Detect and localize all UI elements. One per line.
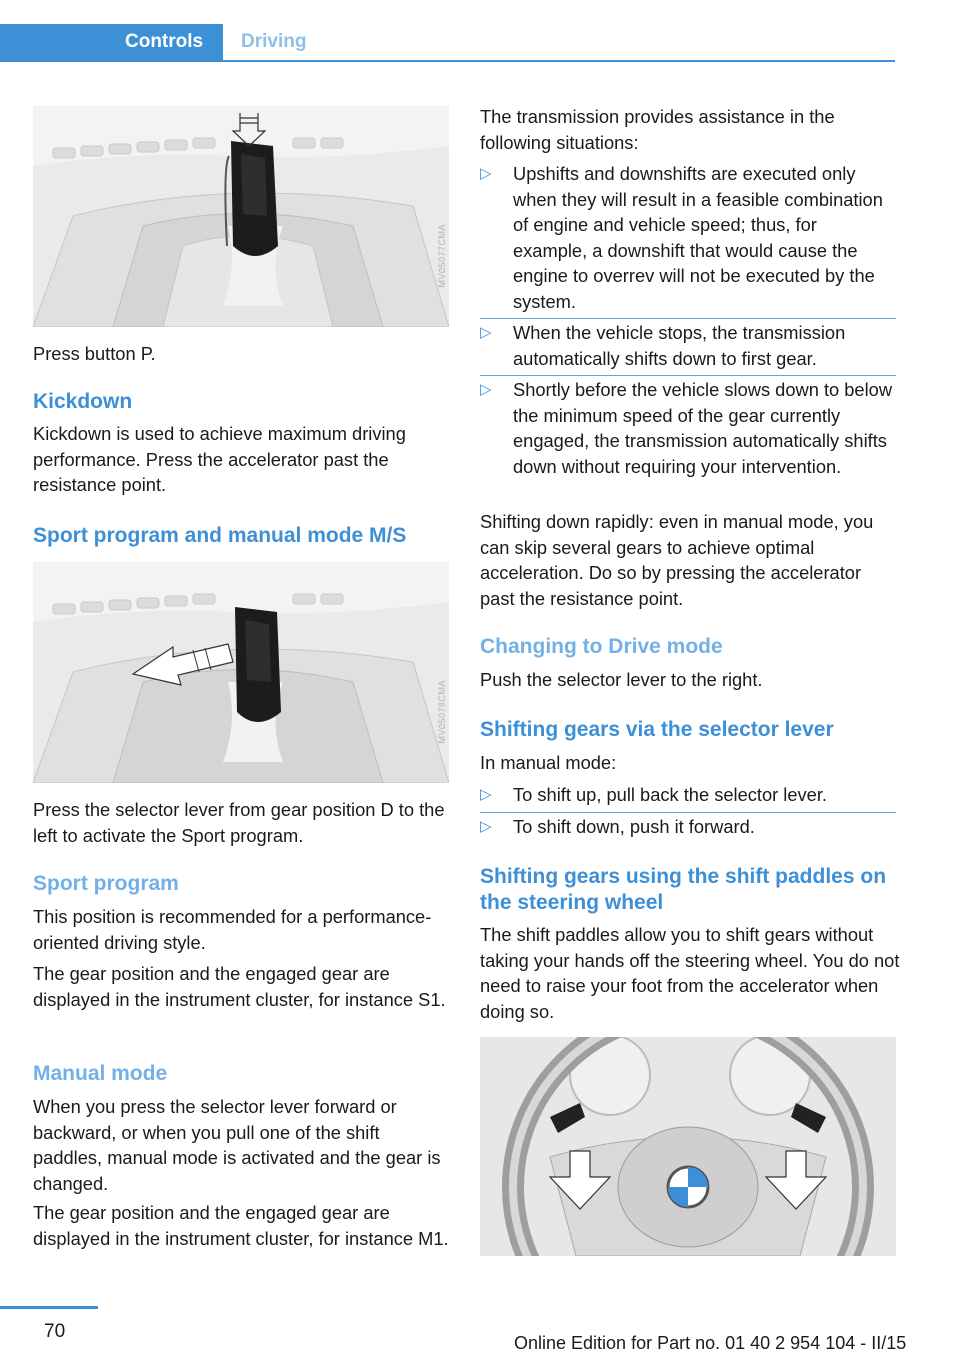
list-divider [480,318,896,319]
bullet-triangle-icon: ▷ [480,165,492,182]
caption-press-button-p: Press button P. [33,343,156,364]
heading-shift-paddles: Shifting gears using the shift paddles on the steering wheel [480,865,887,914]
heading-sport-manual: Sport program and manual mode M/S [33,524,407,547]
footer-rule [0,1306,98,1309]
caption-sport-program: Press the selector lever from gear position D to the left to activate the Sport program. [33,799,445,846]
image-code: MV05078CMA [437,680,447,744]
bullet-triangle-icon: ▷ [480,818,492,835]
heading-changing-drive-mode: Changing to Drive mode [480,635,723,658]
manual-paragraph-2: The gear position and the engaged gear are displayed in the instrument cluster, for instance M1. [33,1202,449,1249]
heading-kickdown: Kickdown [33,390,133,413]
gear-selector-sport-illustration [33,562,449,783]
bullet-triangle-icon: ▷ [480,381,492,398]
edition-footer: Online Edition for Part no. 01 40 2 954 104 - II/15 [514,1333,907,1353]
gear-selector-sport-image [33,562,449,783]
paddles-paragraph: The shift paddles allow you to shift gears without taking your hands off the steering wheel. You do not need to raise your foot from the accelerator when doing so. [480,924,900,1022]
list-item-text: When the vehicle stops, the transmission automatically shifts down to first gear. [513,322,846,369]
intro-paragraph: The transmission provides assistance in the following situations: [480,106,835,153]
gear-selector-park-image [33,106,449,327]
list-item-text: To shift down, push it forward. [513,816,755,837]
drive-paragraph: Push the selector lever to the right. [480,669,763,690]
tab-controls-label: Controls [125,31,204,52]
manual-paragraph-1: When you press the selector lever forward or backward, or when you pull one of the shift paddles, manual mode is activated and the gear is changed. [33,1096,441,1194]
list-item-text: Upshifts and downshifts are executed only when they will result in a feasible combination of engine and vehicle speed; thus, for example, a downshift that would cause the engine to overrev will not be executed by the system. [513,163,883,312]
steering-wheel-illustration [480,1037,896,1256]
header-rule [0,60,895,62]
sport-paragraph-1: This position is recommended for a performance-oriented driving style. [33,906,432,953]
steering-wheel-image [480,1037,896,1256]
heading-manual-mode: Manual mode [33,1062,168,1085]
list-divider [480,375,896,376]
sport-paragraph-2: The gear position and the engaged gear are displayed in the instrument cluster, for instance S1. [33,963,446,1010]
heading-sport-program: Sport program [33,872,179,895]
bullet-triangle-icon: ▷ [480,324,492,341]
image-code: MV05077CMA [437,224,447,288]
heading-selector-lever: Shifting gears via the selector lever [480,718,834,741]
tab-driving[interactable] [241,31,306,53]
tab-controls[interactable] [0,24,223,62]
manual-mode-intro: In manual mode: [480,752,617,773]
bullet-triangle-icon: ▷ [480,786,492,803]
list-divider [480,812,896,813]
page-number: 70 [44,1321,66,1342]
list-item-text: To shift up, pull back the selector lever. [513,784,827,805]
list-item-text: Shortly before the vehicle slows down to below the minimum speed of the gear currently engaged, the transmission automatically shifts down without requiring your intervention. [513,379,893,477]
gear-selector-park-illustration [33,106,449,327]
kickdown-paragraph: Kickdown is used to achieve maximum driving performance. Press the accelerator past the resistance point. [33,423,406,495]
shifting-down-paragraph: Shifting down rapidly: even in manual mode, you can skip several gears to achieve optimal acceleration. Do so by pressing the accelerator past the resistance point. [480,511,874,609]
tab-driving-label: Driving [241,31,307,52]
